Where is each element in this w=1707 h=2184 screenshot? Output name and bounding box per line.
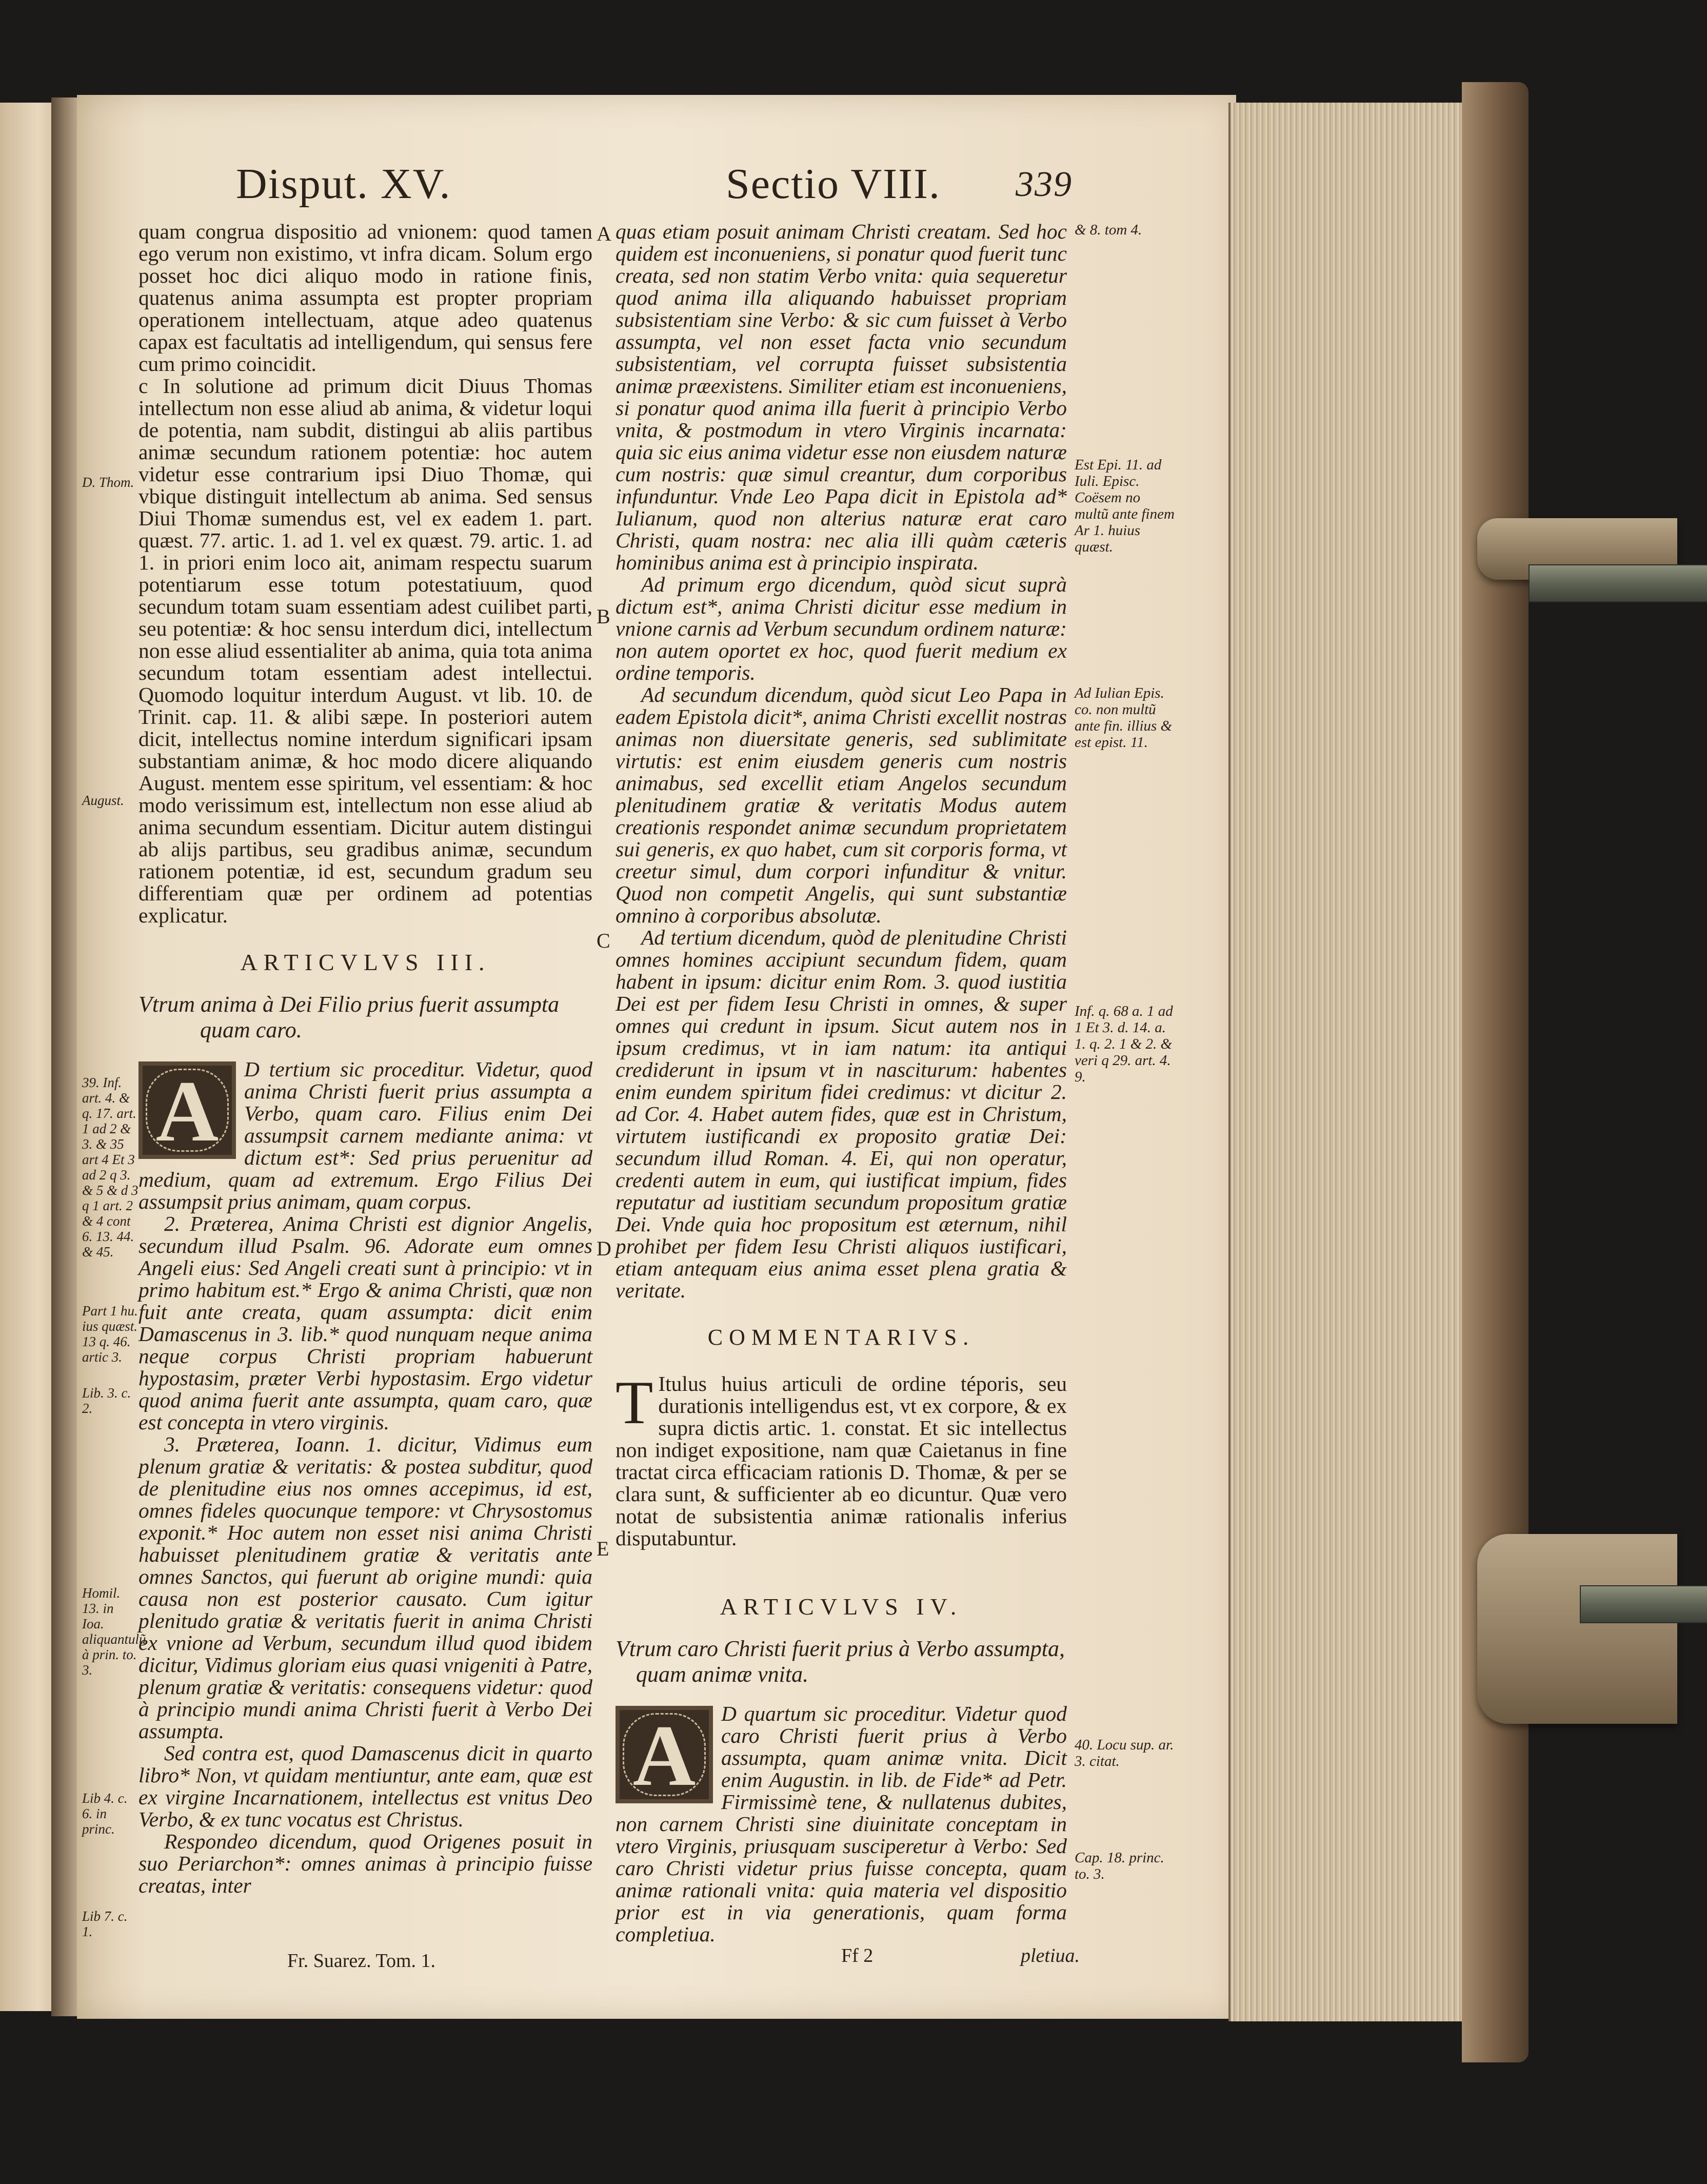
book-cover xyxy=(1462,82,1529,2062)
footer-signature: Ff 2 xyxy=(841,1945,874,1966)
article-title xyxy=(138,992,592,1043)
paragraph: D quartum sic proceditur. Videtur quod caro Christi fuerit prius à Verbo assumpta, quam animæ vnita. Dicit enim Augustin. in lib. de Fide* ad Petr. Firmissimè tene, & nullatenus dubites, non carnem Christi sine diuinitate conceptam in vtero Virginis, priusquam susciperetur à Verbo: Sed caro Christi videtur prius fuisse concepta, quam animæ rationali vnita: quia materia vel dispositio prior est in via generationis, quam forma completiua. xyxy=(616,1702,1067,1946)
footer-signature-left: Fr. Suarez. Tom. 1. xyxy=(287,1950,436,1972)
margin-note: Lib 4. c. 6. in princ. xyxy=(82,1791,128,1837)
article-title-line: quam caro. xyxy=(200,1017,302,1042)
margin-note: 39. Inf. art. 4. & q. 17. art. 1 ad 2 & 3. & 35 art 4 Et 3 ad 2 q 3. & 5 & d 3 q 1 art. 2 & 4 cont 6. 13. 44. & 45. xyxy=(82,1075,138,1260)
lower-clasp-strap xyxy=(1477,1534,1677,1724)
facing-page-edge xyxy=(0,103,55,2011)
margin-note: Inf. q. 68 a. 1 ad 1 Et 3. d. 14. a. 1. q. 2. 1 & 2. & veri q 29. art. 4. 9. xyxy=(1075,1003,1173,1085)
section-mark: C xyxy=(597,929,610,952)
article-title-line: Vtrum caro Christi fuerit prius à Verbo assumpta, xyxy=(616,1636,1065,1661)
section-mark: D xyxy=(597,1237,611,1260)
section-mark: B xyxy=(597,605,610,628)
paragraph: quam congrua dispositio ad vnionem: quod tamen ego verum non existimo, vt infra dicam. Solum ergo posset hoc dici aliquo modo in ratione finis, quatenus anima assumpta est propter propriam operationem intellectuam, atque adeo quatenus capax est facultatis ad intelligendum, qui sensus fere cum primo coincidit. xyxy=(138,220,592,376)
paragraph: Ad tertium dicendum, quòd de plenitudine Christi omnes homines accipiunt secundum fidem, quam habent in ipsum: dicitur enim Rom. 3. quod iustitia Dei est per fidem Iesu Christi in omnes, & super omnes qui credunt in ipsum. Sicut autem nos in ipsum credimus, vt in iam natum: ita antiqui crediderunt in ipsum vt in nasciturum: habentes enim eundem spiritum fidei credimus: vt dicitur 2. ad Cor. 4. Habet autem fides, quæ est in Christum, virtutem iustificandi ex proposito gratiæ Dei: secundum illud Roman. 4. Ei, qui non operatur, credenti autem in eum, qui iustificat impium, fides reputatur ad iustitiam secundum propositum gratiæ Dei. Vnde quia hoc propositum est æternum, nihil prohibet per fidem Iesu Christi aliquos iustificari, etiam antequam eius anima esset plena gratia & veritate. xyxy=(616,926,1067,1302)
margin-note: Lib 7. c. 1. xyxy=(82,1908,128,1939)
article-title-line: Vtrum anima à Dei Filio prius fuerit assumpta xyxy=(138,992,560,1017)
running-head-center: Sectio VIII. xyxy=(726,160,941,208)
margin-note: Cap. 18. princ. to. 3. xyxy=(1075,1849,1164,1882)
article-heading: ARTICVLVS III. xyxy=(240,949,491,975)
initial-letter: A xyxy=(632,1707,696,1804)
paragraph: Ad primum ergo dicendum, quòd sicut suprà dictum est*, anima Christi dicitur esse medium in vnione carnis ad Verbum secundum ordinem naturæ: non autem oportet ex hoc, quod fuerit medium ex ordine temporis. xyxy=(616,573,1067,684)
section-mark: E xyxy=(597,1537,609,1560)
left-column xyxy=(138,221,592,1897)
margin-note: Ad Iulian Epis. co. non multũ ante fin. illius & est epist. 11. xyxy=(1075,685,1173,751)
margin-note: Part 1 hu. ius quæst. 13 q. 46. artic 3. xyxy=(82,1303,138,1365)
article-title-line: quam animæ vnita. xyxy=(636,1662,809,1687)
article-title xyxy=(616,1636,1067,1687)
paragraph: Sed contra est, quod Damascenus dicit in quarto libro* Non, vt quidam mentiuntur, ante eam, quæ est ex virgine Incarnationem, intellectus est vnitus Deo Verbo, & ex tunc vocatus est Christus. xyxy=(138,1741,592,1831)
commentary-paragraph xyxy=(616,1368,1067,1550)
article-heading: ARTICVLVS IV. xyxy=(720,1593,963,1620)
section-mark: A xyxy=(597,222,611,245)
initial-letter: A xyxy=(155,1063,219,1159)
decorated-initial-icon xyxy=(138,1061,236,1159)
paragraph: quas etiam posuit animam Christi creatam. Sed hoc quidem est inconueniens, si ponatur quod fuerit tunc creata, sed non statim Verbo vnita: quia sequeretur quod anima illa aliquando habuisset propriam subsistentiam sine Verbo: & sic cum fuisset à Verbo assumpta, vel non esset facta vnio secundum subsistentiam, vel corrupta fuisset subsistentia animæ præexistens. Similiter etiam est inconueniens, si ponatur quod anima illa fuerit à principio Verbo vnita, & postmodum in vtero Virginis incarnata: quia sic eius anima videtur esse non eiusdem naturæ cum nostris: quæ simul creantur, dum corporibus infunduntur. Vnde Leo Papa dicit in Epistola ad* Iulianum, quod non alterius naturæ erat caro Christi, quam nostra: nec alia illi quàm cæteris hominibus anima est à principio inspirata. xyxy=(616,220,1067,574)
margin-note: 40. Locu sup. ar. 3. citat. xyxy=(1075,1737,1174,1769)
paragraph: Ad secundum dicendum, quòd sicut Leo Papa in eadem Epistola dicit*, anima Christi excellit nostras animas non diuersitate generis, sed sublimitate virtutis: est enim eiusdem generis cum nostris animabus, sed excellit etiam Angelos secundum plenitudinem gratiæ & veritatis Modus autem creationis respondet animæ secundum proprietatem sui generis, ex quo habet, cum sit corporis forma, vt creetur simul, dum corpori infunditur & vnitur. Quod non competit Angelis, qui sunt substantiæ omnino à corporibus absolutæ. xyxy=(616,683,1067,927)
margin-note: Lib. 3. c. 2. xyxy=(82,1385,131,1416)
paragraph: 2. Præterea, Anima Christi est dignior Angelis, secundum illud Psalm. 96. Adorate eum omnes Angeli eius: Sed Angeli creati sunt à principio: vt in primo habitum est.* Ergo & anima Christi, quæ non fuit ante creata, quam assumpta: dicit enim Damascenus in 3. lib.* quod nunquam neque anima neque corpus Christi propriam habuerunt hypostasim, præter Verbi hypostasim. Ergo videtur quod anima fuerit ante assumpta, quam caro, quæ est concepta in vtero virginis. xyxy=(138,1212,592,1434)
margin-note: August. xyxy=(82,793,124,808)
commentary-text: Itulus huius articuli de ordine téporis, seu durationis intelligendus est, vt ex corpore, & ex supra dictis artic. 1. constat. Et sic intellectus non indiget expositione, nam quæ Caietanus in fine tractat circa efficaciam rationis D. Thomæ, & per se clara sunt, & sufficienter ab eo dicuntur. Quæ vero notat de subsistentia animæ rationalis inferius disputabuntur. xyxy=(616,1372,1067,1550)
paragraph: D tertium sic proceditur. Videtur, quod anima Christi fuerit prius assumpta a Verbo, quam caro. Filius enim Dei assumpsit carnem mediante anima: vt dictum est*: Sed prius peruenitur ad medium, quam ad extremum. Ergo Filius Dei assumpsit prius animam, quam corpus. xyxy=(138,1057,592,1213)
right-column xyxy=(616,221,1067,1945)
upper-clasp-metal xyxy=(1529,564,1707,602)
margin-note: Homil. 13. in Ioa. aliquantulũ à prin. to. 3. xyxy=(82,1585,146,1678)
margin-note: Est Epi. 11. ad Iuli. Episc. Coësem no multũ ante finem Ar 1. huius quæst. xyxy=(1075,457,1175,555)
footer-catchword: pletiua. xyxy=(1021,1945,1080,1966)
book-fore-edge xyxy=(1228,103,1472,2021)
paragraph: c In solutione ad primum dicit Diuus Thomas intellectum non esse aliud ab anima, & videtur loqui de potentia, nam subdit, distingui ab aliis partibus animæ secundum rationem potentiæ: hoc autem videtur esse contrarium ipsi Diuo Thomæ, qui vbique distinguit intellectum ab anima. Sed sensus Diui Thomæ sumendus est, vel ex eadem 1. part. quæst. 77. artic. 1. ad 1. vel ex quæst. 79. artic. 1. ad 1. in priori enim loco ait, animam respectu suarum potentiarum esse totum potestatiuum, quod secundum totam suam essentiam adest cuilibet parti, seu potentiæ: & hoc sensu interdum dici, intellectum non esse aliud essentialiter ab anima, quia tota anima secundum totam essentiam adest intellectui. Quomodo loquitur interdum August. vt lib. 10. de Trinit. cap. 11. & alibi sæpe. In posteriori autem dicit, intellectus nomine interdum significari ipsam substantiam animæ, & hoc modo dicere aliquando August. mentem esse spiritum, vel essentiam: & hoc modo verissimum est, intellectum non esse aliud ab anima secundum essentiam. Dicitur autem distingui ab alijs partibus, seu gradibus animæ, secundum rationem potentiæ, id est, secundum gradum seu differentiam quæ per ordinem ad potentias explicatur. xyxy=(138,374,592,927)
page-number: 339 xyxy=(1016,165,1073,204)
margin-note: D. Thom. xyxy=(82,475,134,490)
commentary-initial: T xyxy=(616,1368,653,1437)
decorated-initial-icon xyxy=(616,1706,713,1803)
paragraph: Respondeo dicendum, quod Origenes posuit in suo Periarchon*: omnes animas à principio fuisse creatas, inter xyxy=(138,1829,592,1897)
running-head-left: Disput. XV. xyxy=(236,160,451,208)
lower-clasp-metal xyxy=(1580,1585,1707,1623)
commentary-heading: COMMENTARIVS. xyxy=(707,1325,975,1350)
margin-note: & 8. tom 4. xyxy=(1075,222,1142,238)
paragraph: 3. Præterea, Ioann. 1. dicitur, Vidimus eum plenum gratiæ & veritatis: & postea subditur, quod de plenitudine eius nos omnes accepimus, id est, omnes fideles quocunque tempore: vt Chrysostomus exponit.* Hoc autem non esset nisi anima Christi habuisset plenitudinem gratiæ & veritatis ante omnes Sanctos, qui fuerunt ab origine mundi: quia causa non est posterior causato. Cum igitur plenitudo gratiæ & veritatis fuerit in anima Christi ex vnione ad Verbum, secundum illud quod ibidem dicitur, Vidimus gloriam eius quasi vnigeniti à Patre, plenum gratiæ & veritatis: consequens videtur: quod à principio mundi anima Christi fuerit à Verbo Dei assumpta. xyxy=(138,1432,592,1743)
